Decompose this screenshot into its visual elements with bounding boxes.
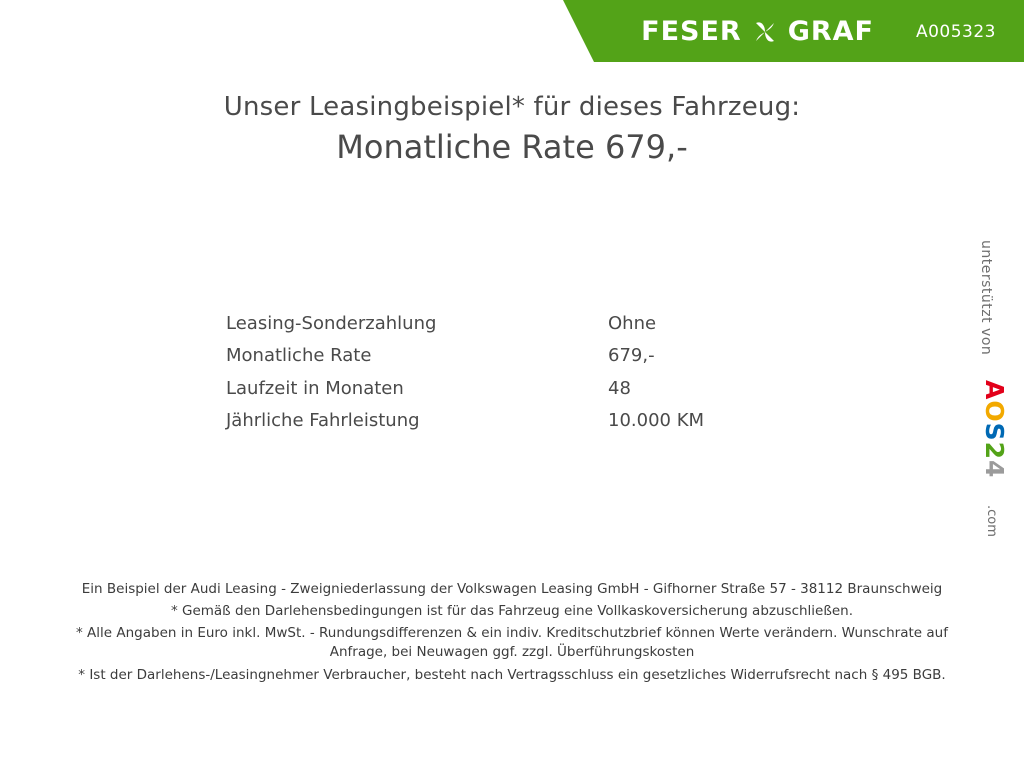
logo-letter: O (980, 400, 1009, 423)
detail-label: Monatliche Rate (226, 345, 372, 367)
four-leaf-clover-icon (752, 19, 778, 45)
logo-letter: S (980, 422, 1009, 442)
page-header (0, 0, 1024, 62)
table-row (226, 409, 704, 441)
table-row (226, 377, 704, 409)
sponsor-caption: unterstützt von (978, 240, 994, 356)
leasing-details (226, 312, 704, 441)
table-row (226, 344, 704, 376)
logo-letter: A (980, 380, 1009, 401)
page-title: Monatliche Rate 679,- (336, 128, 688, 166)
page-subtitle: Unser Leasingbeispiel* für dieses Fahrzeug: (223, 92, 801, 122)
footnote-line: * Gemäß den Darlehensbedingungen ist für das Fahrzeug eine Vollkaskoversicherung abzuschließen. (170, 603, 854, 620)
footnote-line: * Alle Angaben in Euro inkl. MwSt. - Rundungsdifferenzen & ein indiv. Kreditschutzbrief können Werte verändern. Wunschrate auf Anfrage, bei Neuwagen ggf. zzgl. Überführungskosten (76, 625, 948, 661)
detail-label: Leasing-Sonderzahlung (226, 313, 437, 334)
brand-name-first: FESER (641, 16, 742, 47)
detail-value: 679,- (608, 345, 655, 367)
footnote-line: Ein Beispiel der Audi Leasing - Zweigniederlassung der Volkswagen Leasing GmbH - Gifhorner Straße 57 - 38112 Braunschweig (81, 581, 943, 597)
sponsor-block (978, 240, 1016, 540)
vehicle-code: A005323 (915, 22, 996, 42)
title-block (0, 92, 1024, 166)
sponsor-domain: .com (984, 505, 999, 537)
detail-label: Jährliche Fahrleistung (226, 409, 420, 431)
logo-letter: 4 (980, 460, 1009, 479)
footnotes (0, 580, 1024, 688)
detail-value: Ohne (608, 313, 657, 334)
logo-letter: 2 (980, 441, 1009, 461)
brand-logo (641, 16, 874, 47)
table-row (226, 312, 704, 344)
brand-name-second: GRAF (787, 16, 874, 47)
aos24-logo (980, 380, 1009, 478)
detail-value: 10.000 KM (608, 409, 705, 431)
detail-value: 48 (608, 377, 631, 399)
footnote-line: * Ist der Darlehens-/Leasingnehmer Verbraucher, besteht nach Vertragsschluss ein gesetzliches Widerrufsrecht nach § 495 BGB. (78, 666, 946, 683)
detail-label: Laufzeit in Monaten (226, 377, 404, 399)
leasing-details-table (226, 312, 704, 441)
